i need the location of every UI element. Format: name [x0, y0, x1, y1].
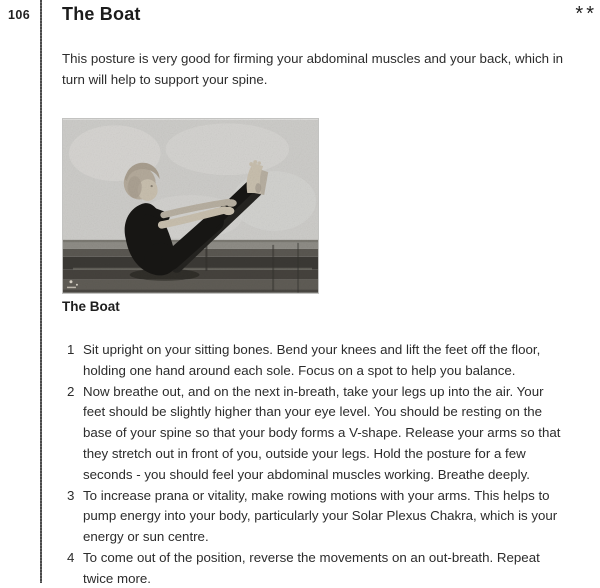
photo-caption: The Boat	[62, 299, 120, 314]
step-number: 1	[67, 342, 75, 357]
instruction-step-2	[62, 382, 569, 486]
instruction-step-4	[62, 548, 569, 588]
step-number: 3	[67, 487, 75, 503]
step-text: To come out of the position, reverse the movements on an out-breath. Repeat twice more.	[83, 549, 540, 586]
margin-divider-line	[40, 0, 42, 583]
page-number: 106	[8, 8, 31, 22]
instruction-step-3	[62, 486, 569, 548]
step-text: Now breathe out, and on the next in-breath, take your legs up into the air. Your feet should be slightly higher than your eye level. You should be resting on the base of your spine so that your body forms a V-shape. Release your arms so that they stretch out in front of you, outside your legs. Hold the posture for a few seconds - you should feel your abdominal muscles working. Breathe deeply.	[83, 383, 561, 482]
step-number: 4	[67, 549, 75, 565]
pose-photo	[62, 118, 319, 294]
difficulty-stars: **	[575, 3, 597, 25]
intro-paragraph: This posture is very good for firming your abdominal muscles and your back, which in turn will help to support your spine.	[62, 51, 564, 87]
step-text: Sit upright on your sitting bones. Bend your knees and lift the feet off the floor, holding one hand around each sole. Focus on a spot to help you balance.	[83, 342, 541, 378]
step-text: To increase prana or vitality, make rowing motions with your arms. This helps to pump energy into your body, particularly your Solar Plexus Chakra, which is your energy or sun centre.	[83, 487, 558, 545]
page-title: The Boat	[62, 4, 141, 24]
instruction-step-1	[62, 340, 569, 382]
step-number: 2	[67, 383, 75, 399]
boat-pose-illustration	[63, 119, 318, 293]
photo-grain-overlay	[63, 119, 318, 292]
instruction-list	[62, 340, 569, 588]
